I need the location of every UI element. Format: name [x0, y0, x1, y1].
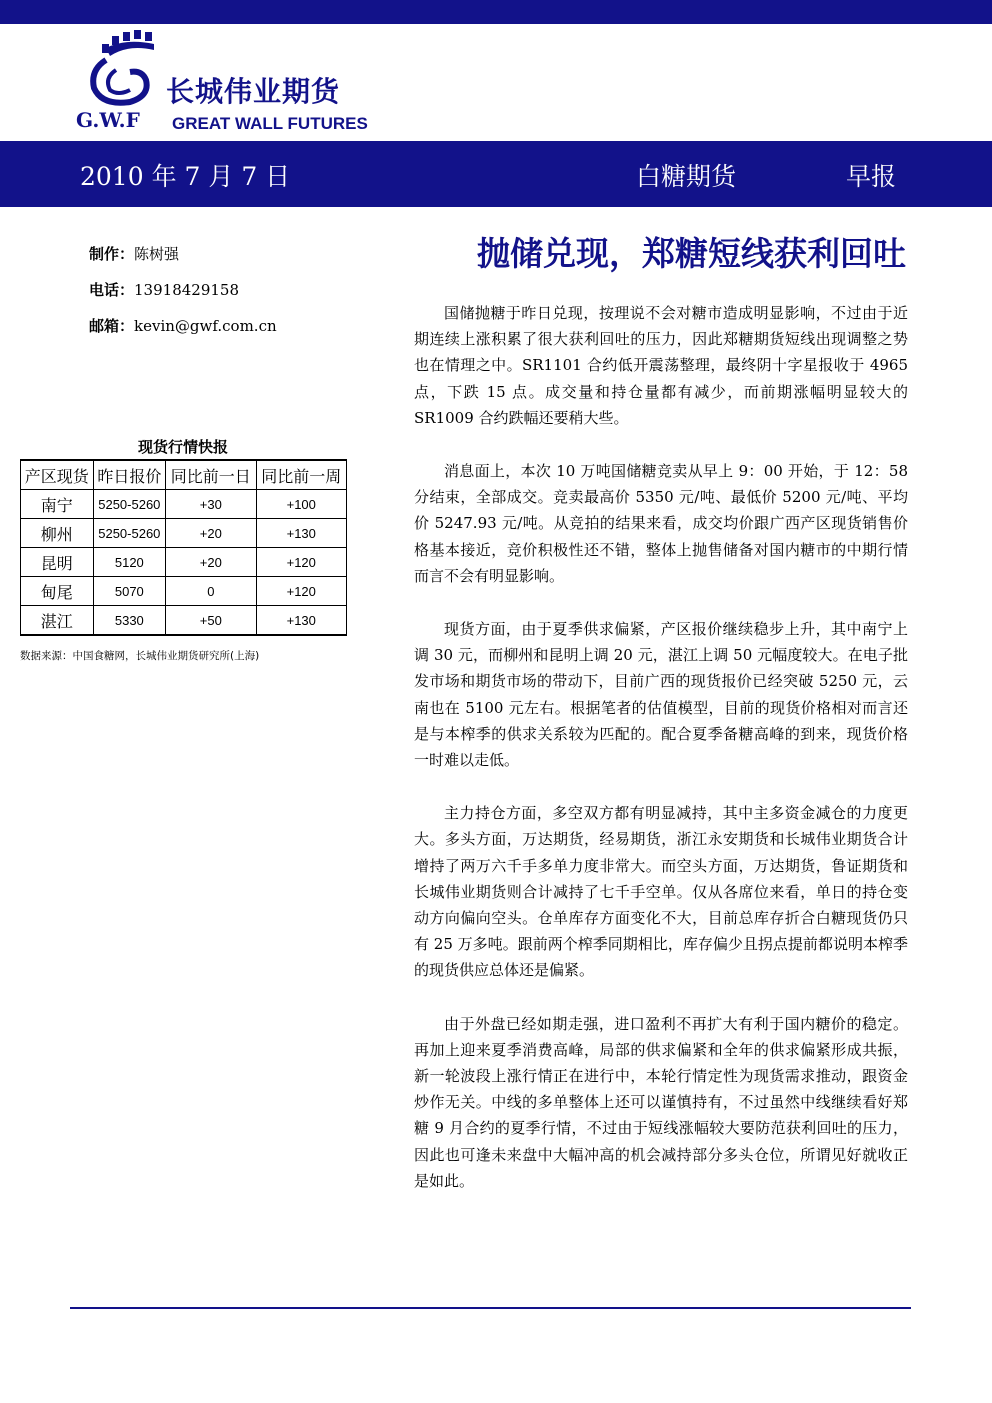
report-header-band — [0, 141, 992, 207]
article-paragraph: 消息面上，本次 10 万吨国储糖竞卖从早上 9：00 开始，于 12：58 分结束，全部成交。竞卖最高价 5350 元/吨、最低价 5200 元/吨、平均价 5247.93 元/吨。从竞拍的结果来看，成交均价跟广西产区现货销售价格基本接近，竞价积极性还不错，整体上抛售储备对国内糖市的中期行情而言不会有明显影响。 — [414, 462, 908, 585]
table-cell-price: 5330 — [93, 606, 166, 636]
phone-number: 13918429158 — [134, 281, 239, 299]
table-cell-region: 南宁 — [21, 490, 94, 519]
table-cell-week-change: +120 — [256, 577, 346, 606]
table-cell-price: 5070 — [93, 577, 166, 606]
great-wall-logo-icon — [76, 30, 166, 110]
data-source-note: 数据来源：中国食糖网，长城伟业期货研究所(上海) — [20, 650, 260, 662]
table-row — [21, 606, 347, 636]
company-name-cn: 长城伟业期货 — [166, 75, 341, 108]
table-cell-price: 5250-5260 — [93, 519, 166, 548]
table-cell-day-change: +20 — [166, 548, 256, 577]
email-address: kevin@gwf.com.cn — [134, 317, 277, 335]
table-cell-region: 柳州 — [21, 519, 94, 548]
table-cell-day-change: +20 — [166, 519, 256, 548]
table-cell-day-change: 0 — [166, 577, 256, 606]
top-color-bar — [0, 0, 992, 24]
table-cell-price: 5250-5260 — [93, 490, 166, 519]
table-cell-week-change: +120 — [256, 548, 346, 577]
table-cell-day-change: +30 — [166, 490, 256, 519]
article-paragraph: 由于外盘已经如期走强，进口盈利不再扩大有利于国内糖价的稳定。再加上迎来夏季消费高峰，局部的供求偏紧和全年的供求偏紧形成共振，新一轮波段上涨行情正在进行中，本轮行情定性为现货需求推动，跟资金炒作无关。中线的多单整体上还可以谨慎持有，不过虽然中线继续看好郑糖 9 月合约的夏季行情，不过由于短线涨幅较大要防范获利回吐的压力，因此也可逢未来盘中大幅冲高的机会减持部分多头仓位，所谓见好就收正是如此。 — [414, 1014, 908, 1190]
author-name: 陈树强 — [134, 245, 180, 263]
phone-line — [89, 279, 239, 300]
report-date: 2010 年 7 月 7 日 — [80, 162, 291, 191]
headline: 抛储兑现，郑糖短线获利回吐 — [477, 234, 906, 273]
spot-table-title: 现货行情快报 — [137, 438, 228, 456]
email-line — [89, 315, 277, 336]
table-cell-day-change: +50 — [166, 606, 256, 636]
phone-label: 电话： — [89, 281, 135, 299]
table-cell-region: 甸尾 — [21, 577, 94, 606]
table-row — [21, 519, 347, 548]
author-label: 制作： — [89, 245, 135, 263]
article-body — [414, 300, 908, 1221]
table-row — [21, 548, 347, 577]
table-row — [21, 490, 347, 519]
article-paragraph: 国储抛糖于昨日兑现，按理说不会对糖市造成明显影响，不过由于近期连续上涨积累了很大获利回吐的压力，因此郑糖期货短线出现调整之势也在情理之中。SR1101 合约低开震荡整理，最终阴十字星报收于 4965 点，下跌 15 点。成交量和持仓量都有减少，而前期涨幅明显较大的 SR1009 合约跌幅还要稍大些。 — [414, 304, 908, 427]
table-header-cell: 同比前一周 — [256, 460, 346, 490]
table-cell-region: 湛江 — [21, 606, 94, 636]
article-paragraph: 现货方面，由于夏季供求偏紧，产区报价继续稳步上升，其中南宁上调 30 元，而柳州和昆明上调 20 元，湛江上调 50 元幅度较大。在电子批发市场和期货市场的带动下，目前广西的现货报价已经突破 5250 元，云南也在 5100 元左右。根据笔者的估值模型，目前的现货价格相对而言还是与本榨季的供求关系较为匹配的。配合夏季备糖高峰的到来，现货价格一时难以走低。 — [414, 620, 908, 770]
table-header-cell: 同比前一日 — [166, 460, 256, 490]
author-line — [89, 243, 179, 264]
table-row — [21, 577, 347, 606]
table-cell-week-change: +100 — [256, 490, 346, 519]
table-header-cell: 昨日报价 — [93, 460, 166, 490]
table-header-cell: 产区现货 — [21, 460, 94, 490]
table-cell-region: 昆明 — [21, 548, 94, 577]
email-label: 邮箱： — [89, 317, 135, 335]
report-type: 早报 — [846, 162, 897, 191]
table-cell-week-change: +130 — [256, 606, 346, 636]
table-header-row — [21, 460, 347, 490]
article-paragraph: 主力持仓方面，多空双方都有明显减持，其中主多资金减仓的力度更大。多头方面，万达期货，经易期货，浙江永安期货和长城伟业期货合计增持了两万六千手多单力度非常大。而空头方面，万达期货，鲁证期货和长城伟业期货则合计减持了七千手空单。仅从各席位来看，单日的持仓变动方向偏向空头。仓单库存方面变化不大，目前总库存折合白糖现货仍只有 25 万多吨。跟前两个榨季同期相比，库存偏少且拐点提前都说明本榨季的现货供应总体还是偏紧。 — [414, 804, 908, 980]
table-cell-price: 5120 — [93, 548, 166, 577]
table-cell-week-change: +130 — [256, 519, 346, 548]
footer-divider — [70, 1307, 911, 1309]
report-product: 白糖期货 — [636, 162, 737, 191]
company-abbr: G.W.F — [76, 108, 140, 132]
company-logo — [76, 30, 366, 136]
company-name-en: GREAT WALL FUTURES — [172, 114, 368, 133]
spot-price-table — [20, 459, 347, 636]
